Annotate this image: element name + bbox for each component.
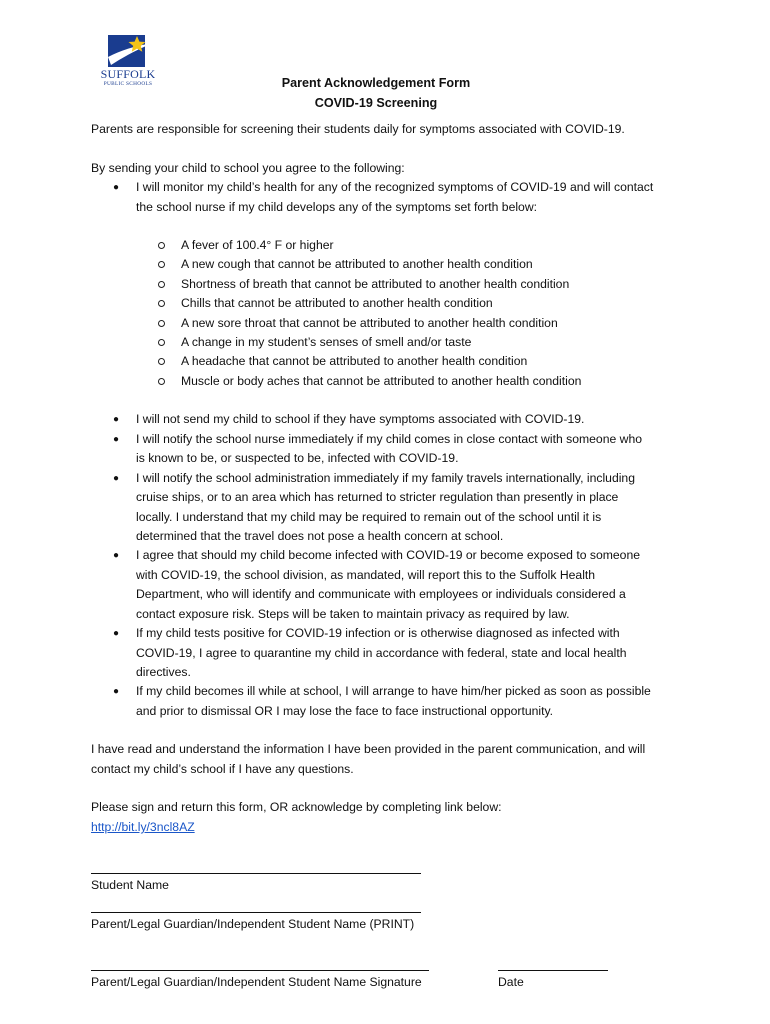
monitor-line-2: the school nurse if my child develops any of the symptoms set forth below: bbox=[136, 200, 538, 214]
bullet-icon: ● bbox=[113, 686, 120, 697]
monitor-line-1: I will monitor my child’s health for any of the recognized symptoms of COVID-19 and will contact bbox=[136, 180, 654, 194]
circle-bullet-icon bbox=[158, 320, 165, 327]
circle-bullet-icon bbox=[158, 281, 165, 288]
bullet-icon: ● bbox=[113, 414, 120, 425]
form-title: Parent Acknowledgement Form bbox=[281, 76, 471, 90]
student-name-line[interactable] bbox=[91, 873, 421, 874]
logo-wordmark: SUFFOLK bbox=[100, 67, 156, 81]
agreement-line: contact exposure risk. Steps will be taken to maintain privacy as required by law. bbox=[136, 607, 570, 621]
circle-bullet-icon bbox=[158, 378, 165, 385]
agreement-line: If my child tests positive for COVID-19 infection or is otherwise diagnosed as infected with bbox=[136, 626, 620, 640]
symptom-item: Shortness of breath that cannot be attributed to another health condition bbox=[181, 277, 570, 291]
circle-bullet-icon bbox=[158, 300, 165, 307]
symptom-item: A fever of 100.4° F or higher bbox=[181, 238, 334, 252]
agreement-line: If my child becomes ill while at school, I will arrange to have him/her picked as soon as possible bbox=[136, 684, 651, 698]
closing-line-1: I have read and understand the information I have been provided in the parent communication, and will bbox=[91, 742, 646, 756]
circle-bullet-icon bbox=[158, 339, 165, 346]
agreement-line: with COVID-19, the school division, as mandated, will report this to the Suffolk Health bbox=[136, 568, 596, 582]
parent-signature-line[interactable] bbox=[91, 970, 429, 971]
parent-print-label: Parent/Legal Guardian/Independent Student Name (PRINT) bbox=[91, 917, 415, 931]
bullet-icon: ● bbox=[113, 628, 120, 639]
agreement-line: and prior to dismissal OR I may lose the face to face instructional opportunity. bbox=[136, 704, 554, 718]
agreement-line: Department, who will identify and communicate with employees or individuals considered a bbox=[136, 587, 626, 601]
circle-bullet-icon bbox=[158, 261, 165, 268]
closing-line-2: contact my child’s school if I have any questions. bbox=[91, 762, 354, 776]
date-line[interactable] bbox=[498, 970, 608, 971]
bullet-icon: ● bbox=[113, 550, 120, 561]
circle-bullet-icon bbox=[158, 242, 165, 249]
symptom-item: A new sore throat that cannot be attributed to another health condition bbox=[181, 316, 558, 330]
agreement-line: I will not send my child to school if they have symptoms associated with COVID-19. bbox=[136, 412, 585, 426]
agreement-line: determined that the travel does not pose a health concern at school. bbox=[136, 529, 504, 543]
agreement-line: COVID-19, I agree to quarantine my child in accordance with federal, state and local health bbox=[136, 646, 627, 660]
agreement-line: I will notify the school nurse immediately if my child comes in close contact with someone who bbox=[136, 432, 642, 446]
agreement-line: I agree that should my child become infected with COVID-19 or become exposed to someone bbox=[136, 548, 641, 562]
agree-intro: By sending your child to school you agree to the following: bbox=[91, 161, 405, 175]
symptom-item: A headache that cannot be attributed to another health condition bbox=[181, 354, 528, 368]
agreement-line: I will notify the school administration immediately if my family travels internationally, including bbox=[136, 471, 635, 485]
acknowledge-link[interactable]: http://bit.ly/3ncl8AZ bbox=[91, 820, 195, 834]
parent-signature-label: Parent/Legal Guardian/Independent Student Name Signature bbox=[91, 975, 422, 989]
symptom-item: A change in my student’s senses of smell and/or taste bbox=[181, 335, 472, 349]
agreement-line: locally. I understand that my child may be required to remain out of the school until it is bbox=[136, 510, 602, 524]
circle-bullet-icon bbox=[158, 358, 165, 365]
form-subtitle: COVID-19 Screening bbox=[314, 96, 438, 110]
sign-instruction: Please sign and return this form, OR acknowledge by completing link below: bbox=[91, 800, 502, 814]
agreement-line: cruise ships, or to an area which has returned to stricter regulation than presently in place bbox=[136, 490, 619, 504]
agreement-line: is known to be, or suspected to be, infected with COVID-19. bbox=[136, 451, 459, 465]
parent-print-line[interactable] bbox=[91, 912, 421, 913]
date-label: Date bbox=[498, 975, 524, 989]
student-name-label: Student Name bbox=[91, 878, 169, 892]
symptom-item: A new cough that cannot be attributed to another health condition bbox=[181, 257, 533, 271]
bullet-icon: ● bbox=[113, 182, 120, 193]
bullet-icon: ● bbox=[113, 473, 120, 484]
responsibility-text: Parents are responsible for screening their students daily for symptoms associated with COVID-19. bbox=[91, 122, 625, 136]
agreement-line: directives. bbox=[136, 665, 191, 679]
symptom-item: Muscle or body aches that cannot be attributed to another health condition bbox=[181, 374, 582, 388]
logo-subtitle: PUBLIC SCHOOLS bbox=[103, 81, 153, 87]
bullet-icon: ● bbox=[113, 434, 120, 445]
symptom-item: Chills that cannot be attributed to another health condition bbox=[181, 296, 493, 310]
